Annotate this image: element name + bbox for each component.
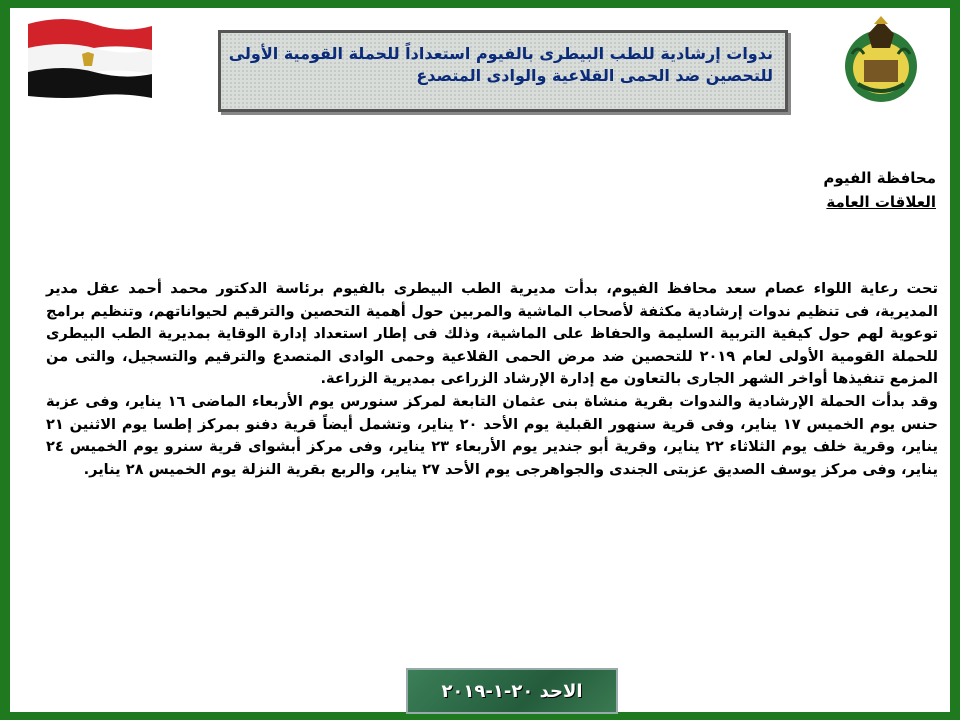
department-name: العلاقات العامة [826,193,936,211]
organization-name: محافظة الفيوم [823,169,936,187]
paragraph-1: تحت رعاية اللواء عصام سعد محافظ الفيوم، بدأت مديرية الطب البيطرى بالفيوم برئاسة الدكتور محمد أحمد عقل مدير المديرية، فى تنظيم ندوات إرشادية مكثفة لأصحاب الماشية والمربين حول أهمية التحصين والترقيم لحيواناتهم، وتنظيم برامج توعوية لهم حول كيفية التربية السليمة والحفاظ على الماشية، وذلك فى إطار استعداد إدارة الوقاية بمديرية الطب البيطرى للحملة القومية الأولى لعام ٢٠١٩ للتحصين ضد مرض الحمى القلاعية وحمى الوادى المتصدع والترقيم والتسجيل، والتى من المزمع تنفيذها أواخر الشهر الجارى بالتعاون مع إدارة الإرشاد الزراعى بمديرية الزراعة. [46,280,938,388]
paragraph-2: وقد بدأت الحملة الإرشادية والندوات بقرية منشاة بنى عثمان التابعة لمركز سنورس يوم الأربعاء الماضى ١٦ يناير، وفى عزبة حنس يوم الخميس ١٧ يناير، وفى قرية سنهور القبلية يوم الأحد ٢٠ يناير، وتشمل أيضاً قرية دفنو بمركز إطسا يوم الاثنين ٢١ يناير، وقرية خلف يوم الثلاثاء ٢٢ يناير، وقرية أبو جندير يوم الأربعاء ٢٣ يناير، وفى مركز أبشواى قرية سنرو يوم الخميس ٢٤ يناير، وفى مركز يوسف الصديق عزبتى الجندى والجواهرجى يوم الأحد ٢٧ يناير، والربع بقرية النزلة يوم الخميس ٢٨ يناير. [46,392,938,478]
fayoum-governorate-logo-icon [838,14,924,106]
egypt-flag-icon [24,14,156,104]
title-box [218,30,788,112]
title-line-1: ندوات إرشادية للطب البيطرى بالفيوم استعداداً للحملة القومية الأولى [228,44,773,63]
date-badge: الاحد ٢٠-١-٢٠١٩ [406,668,618,714]
title-line-2: للتحصين ضد الحمى القلاعية والوادى المتصدع [416,66,773,85]
header-lines [823,166,936,214]
article-body [46,278,938,481]
document-page [10,8,950,712]
